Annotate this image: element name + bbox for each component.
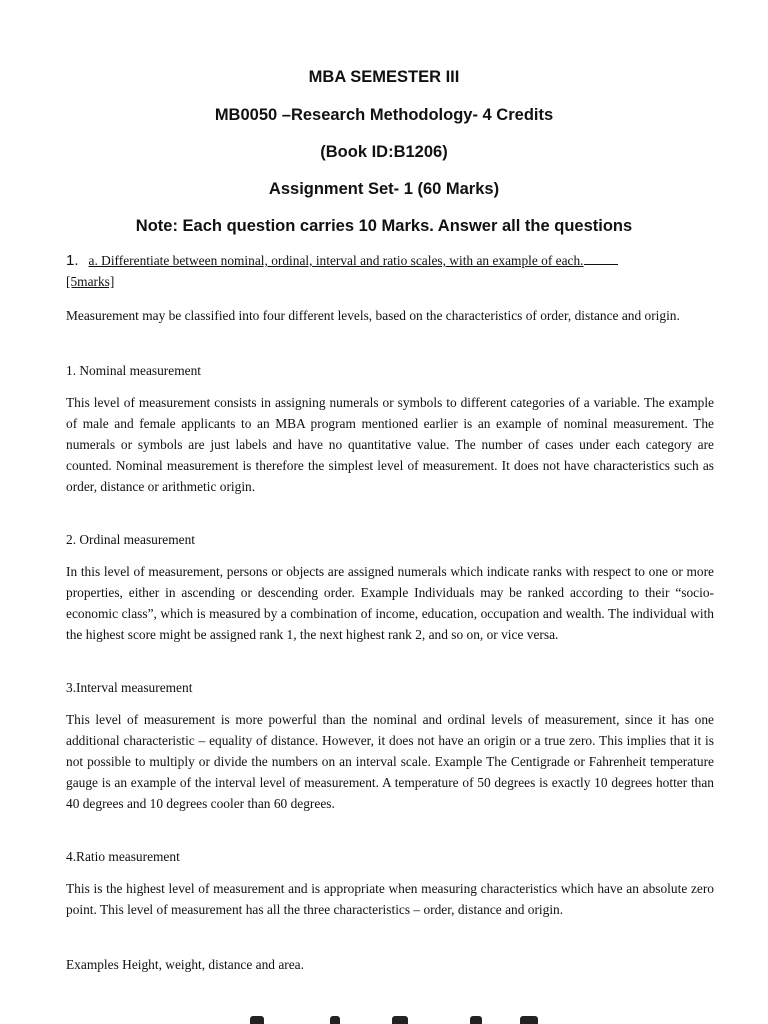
header-assignment: Assignment Set- 1 (60 Marks) bbox=[268, 180, 500, 198]
question-text: a. Differentiate between nominal, ordinal, interval and ratio scales, with an example of each. bbox=[88, 253, 584, 268]
next-page-cut-off-text bbox=[0, 1010, 768, 1024]
nominal-heading: 1. Nominal measurement bbox=[66, 363, 201, 378]
header-book-id: (Book ID:B1206) bbox=[320, 143, 448, 161]
examples-line: Examples Height, weight, distance and area. bbox=[66, 957, 304, 972]
ordinal-heading: 2. Ordinal measurement bbox=[66, 532, 196, 547]
ordinal-paragraph: In this level of measurement, persons or objects are assigned numerals which indicate ranks with respect to one or more properties, either in ascending or descending order. Example Individuals may be ranked according to their “socio-economic class”, which is measured by a combination of income, education, occupation and wealth. The individual with the highest score might be assigned rank 1, the next highest rank 2, and so on, or vice versa. bbox=[66, 564, 714, 642]
question-number: 1. bbox=[66, 252, 79, 269]
question-1 bbox=[66, 250, 706, 271]
interval-heading: 3.Interval measurement bbox=[66, 680, 193, 695]
header-course: MB0050 –Research Methodology- 4 Credits bbox=[214, 106, 554, 124]
header-semester: MBA SEMESTER III bbox=[308, 68, 460, 86]
question-marks: [5marks] bbox=[66, 274, 115, 289]
nominal-paragraph: This level of measurement consists in assigning numerals or symbols to different categories of a variable. The example of male and female applicants to an MBA program mentioned earlier is an example of nominal measurement. The numerals or symbols are just labels and have no quantitative value. The number of cases under each category are counted. Nominal measurement is therefore the simplest level of measurement. It does not have characteristics such as order, distance or arithmetic origin. bbox=[66, 395, 714, 494]
interval-paragraph: This level of measurement is more powerful than the nominal and ordinal levels of measurement, since it has one additional characteristic – equality of distance. However, it does not have an origin or a true zero. This implies that it is not possible to multiply or divide the numbers on an interval scale. Example The Centigrade or Fahrenheit temperature gauge is an example of the interval level of measurement. A temperature of 50 degrees is exactly 10 degrees hotter than 40 degrees and 10 degrees cooler than 60 degrees. bbox=[66, 712, 714, 811]
ratio-heading: 4.Ratio measurement bbox=[66, 849, 180, 864]
header-note: Note: Each question carries 10 Marks. Answer all the questions bbox=[135, 217, 633, 235]
answer-intro: Measurement may be classified into four different levels, based on the characteristics of order, distance and origin. bbox=[66, 308, 680, 323]
question-underline-fill bbox=[584, 263, 618, 265]
ratio-paragraph: This is the highest level of measurement and is appropriate when measuring characteristics which have an absolute zero point. This level of measurement has all the three characteristics – order, distance and origin. bbox=[66, 881, 714, 917]
